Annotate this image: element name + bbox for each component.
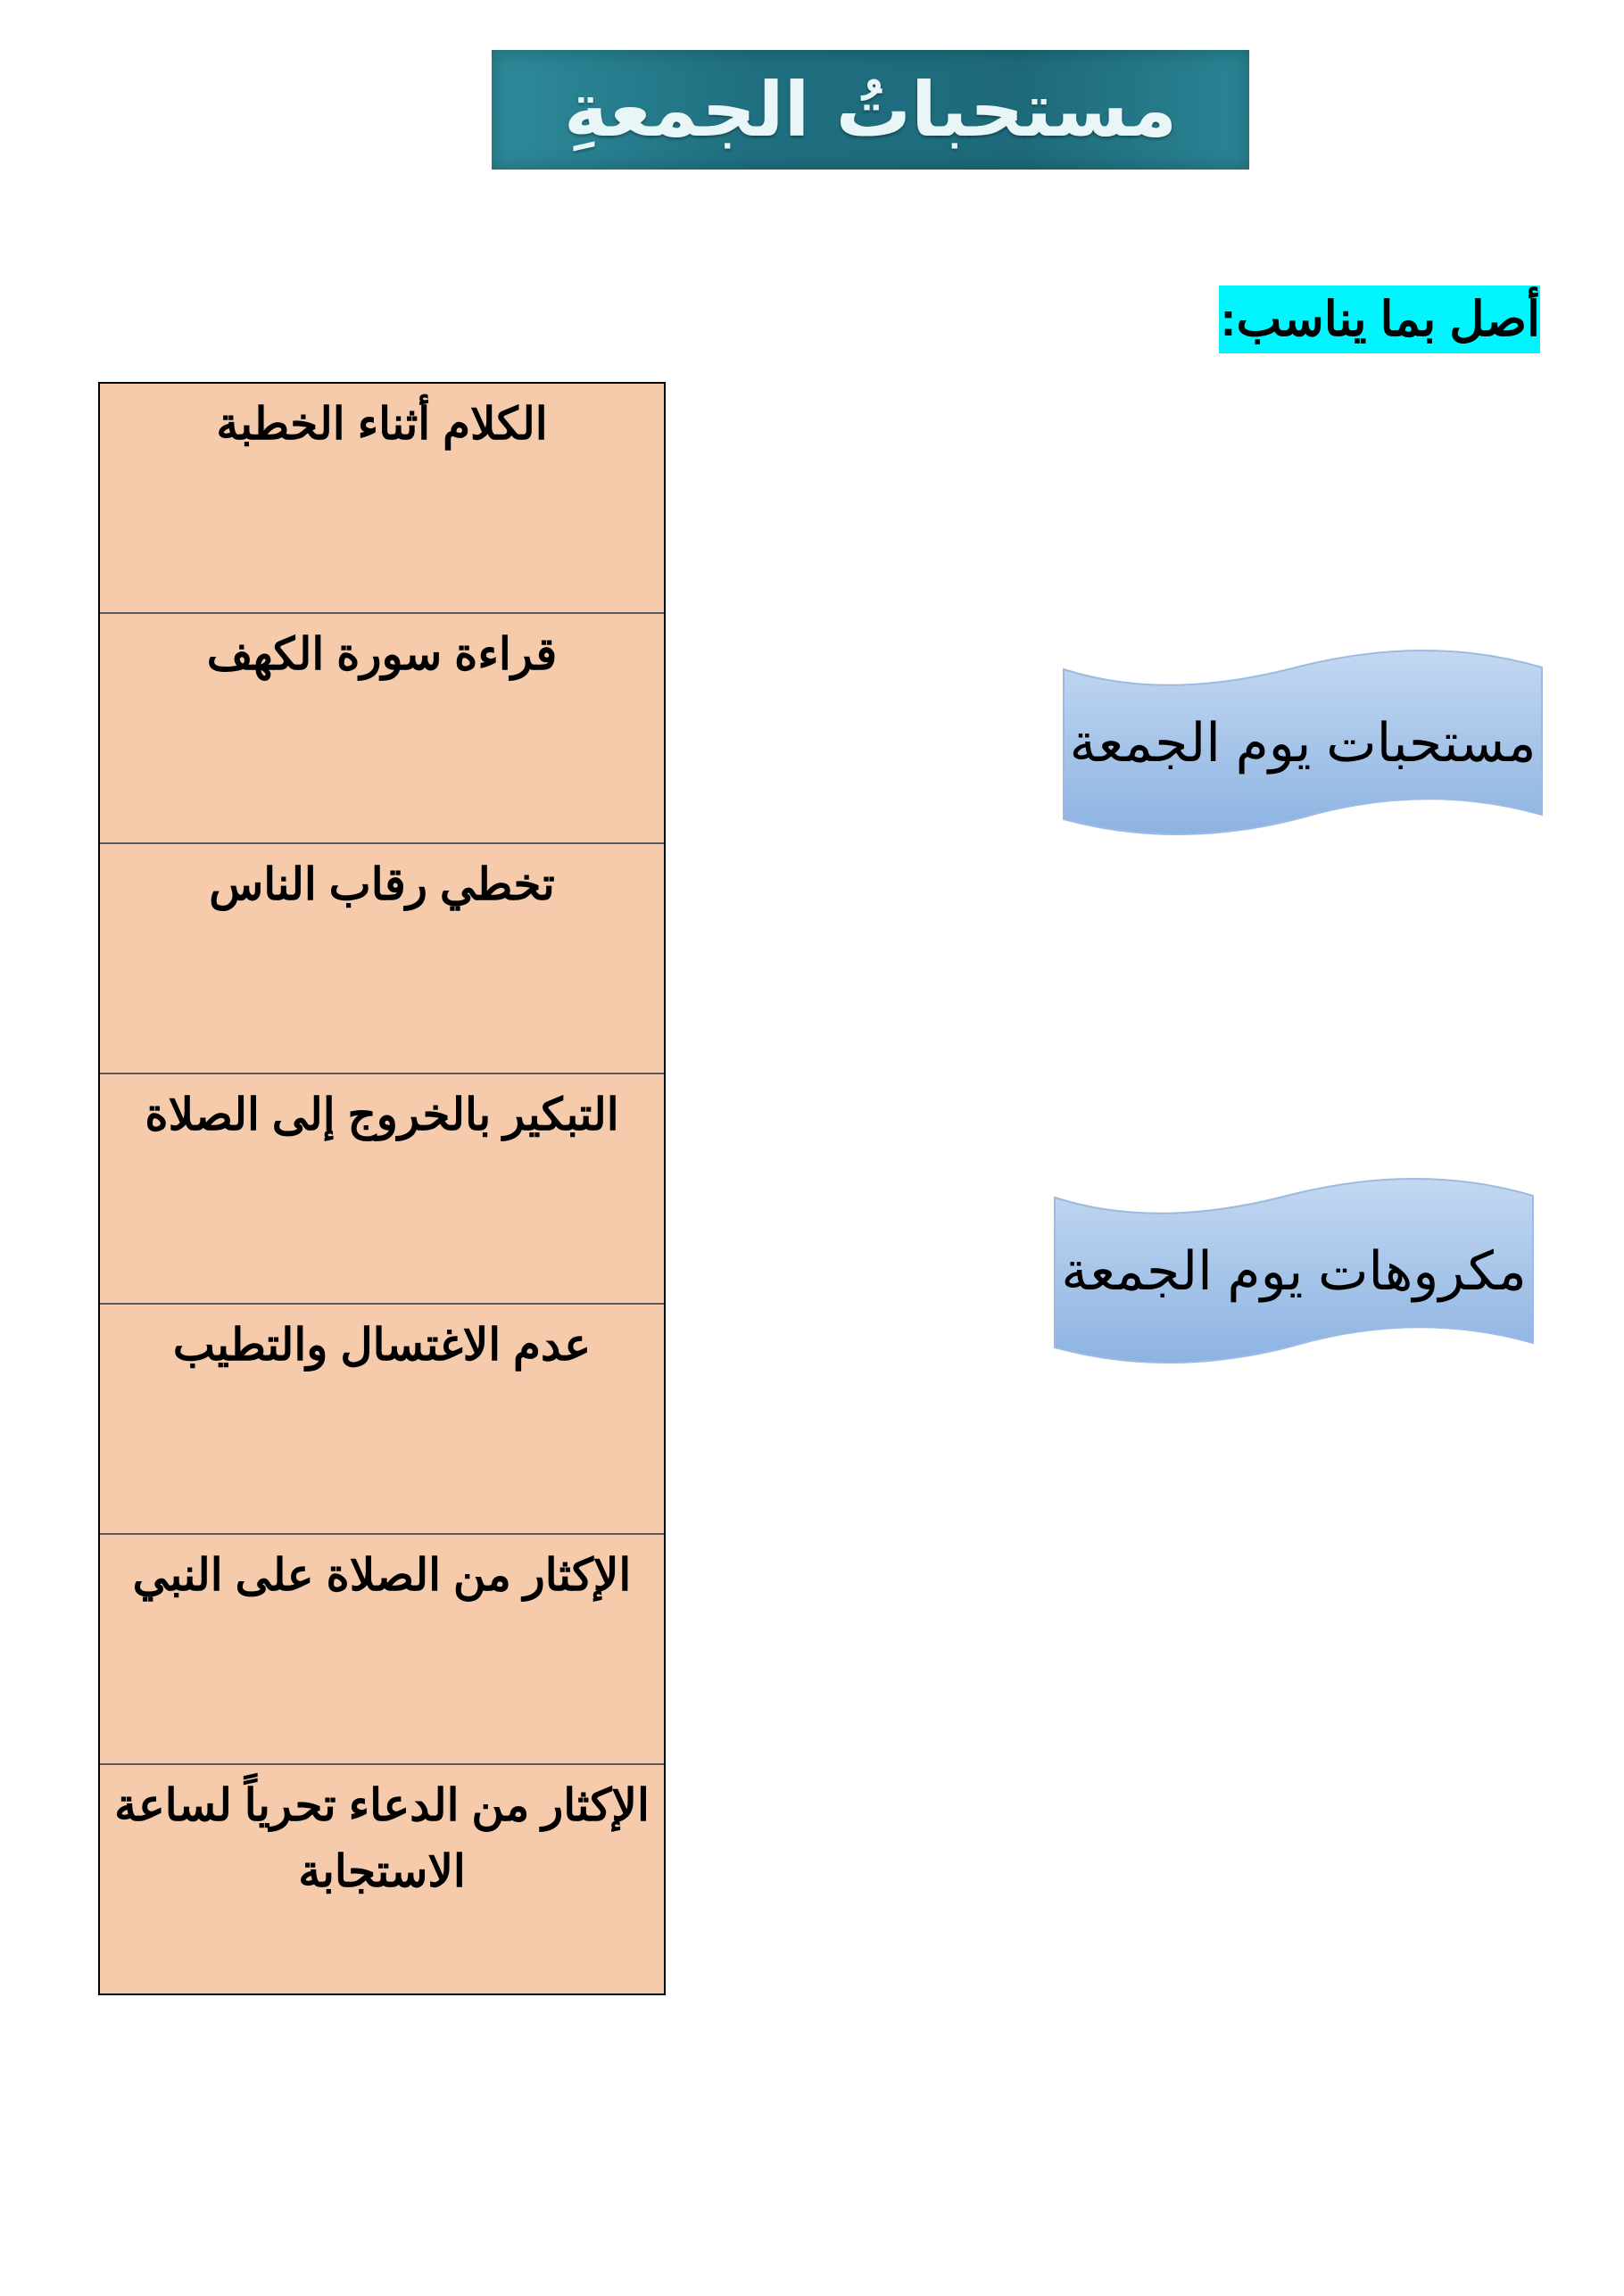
item-cell[interactable]: التبكير بالخروج إلى الصلاة	[100, 1074, 664, 1305]
item-cell[interactable]: قراءة سورة الكهف	[100, 614, 664, 844]
item-cell[interactable]: تخطي رقاب الناس	[100, 844, 664, 1074]
item-cell[interactable]: الإكثار من الدعاء تحرياً لساعة الاستجابة	[114, 1780, 650, 1896]
item-cell[interactable]: الكلام أثناء الخطبة	[100, 384, 664, 614]
category-label: مكروهات يوم الجمعة	[1061, 1241, 1527, 1301]
page-title: مستحباتُ الجمعةِ	[563, 66, 1178, 153]
category-box-disliked[interactable]	[1053, 1178, 1535, 1365]
item-cell[interactable]: الإكثار من الصلاة على النبي	[100, 1535, 664, 1765]
instruction-label: أصل بما يناسب:	[1219, 286, 1540, 353]
item-cell[interactable]: عدم الاغتسال والتطيب	[100, 1305, 664, 1535]
title-banner	[492, 50, 1249, 170]
category-box-recommended[interactable]	[1062, 650, 1544, 837]
category-label: مستحبات يوم الجمعة	[1069, 713, 1537, 773]
items-table	[98, 382, 666, 1995]
